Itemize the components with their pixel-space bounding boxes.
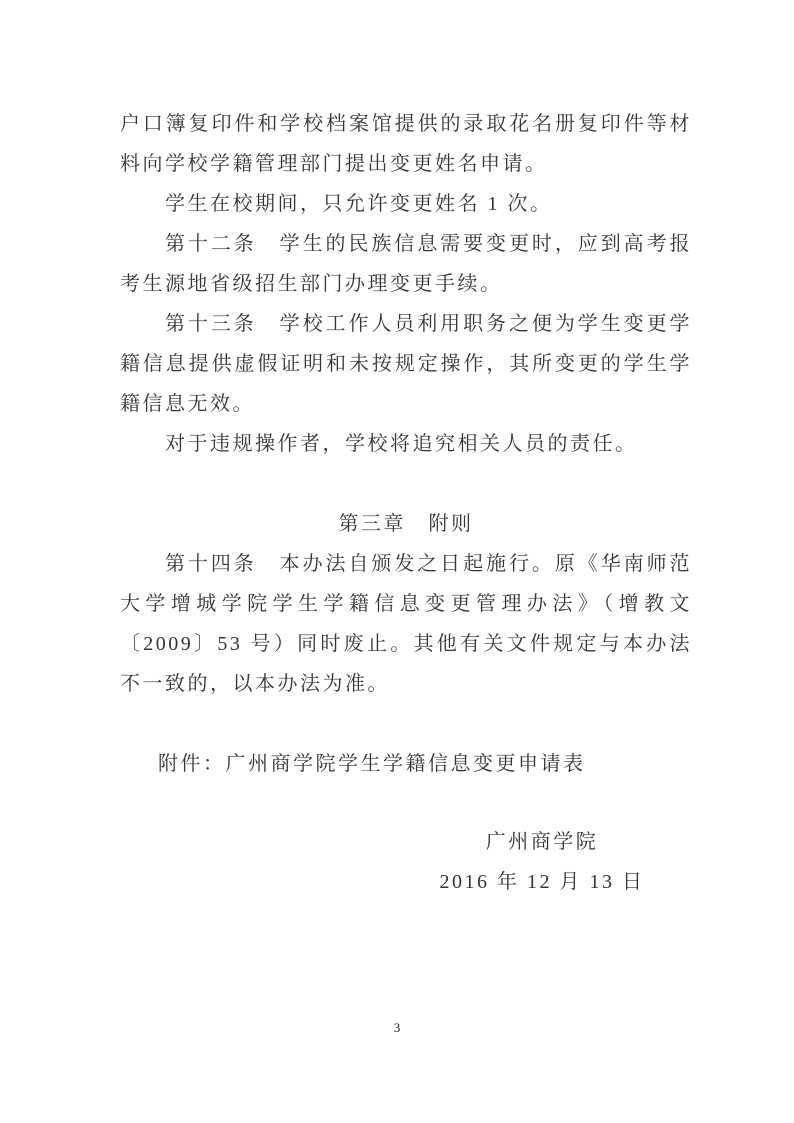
body-paragraph-name-change-limit: 学生在校期间，只允许变更姓名 1 次。 bbox=[165, 193, 553, 215]
signature-organization: 广州商学院 bbox=[485, 831, 599, 853]
document-content bbox=[120, 104, 692, 902]
body-paragraph-article-12: 第十二条 学生的民族信息需要变更时，应到高考报考生源地省级招生部门办理变更手续。 bbox=[120, 233, 692, 295]
attachment-line: 附件：广州商学院学生学籍信息变更申请表 bbox=[158, 753, 586, 775]
body-paragraph-violation: 对于违规操作者，学校将追究相关人员的责任。 bbox=[165, 433, 638, 455]
signature-block bbox=[392, 822, 692, 902]
chapter-heading: 第三章 附则 bbox=[338, 513, 474, 535]
page-number: 3 bbox=[393, 1020, 401, 1035]
body-paragraph-article-14: 第十四条 本办法自颁发之日起施行。原《华南师范大学增城学院学生学籍信息变更管理办法》（增教文〔2009〕53 号）同时废止。其他有关文件规定与本办法不一致的，以本办法为准。 bbox=[120, 553, 692, 695]
signature-date: 2016 年 12 月 13 日 bbox=[439, 871, 645, 893]
body-paragraph-continuation: 户口簿复印件和学校档案馆提供的录取花名册复印件等材料向学校学籍管理部门提出变更姓名申请。 bbox=[120, 113, 692, 175]
body-paragraph-article-13: 第十三条 学校工作人员利用职务之便为学生变更学籍信息提供虚假证明和未按规定操作，其所变更的学生学籍信息无效。 bbox=[120, 313, 692, 415]
